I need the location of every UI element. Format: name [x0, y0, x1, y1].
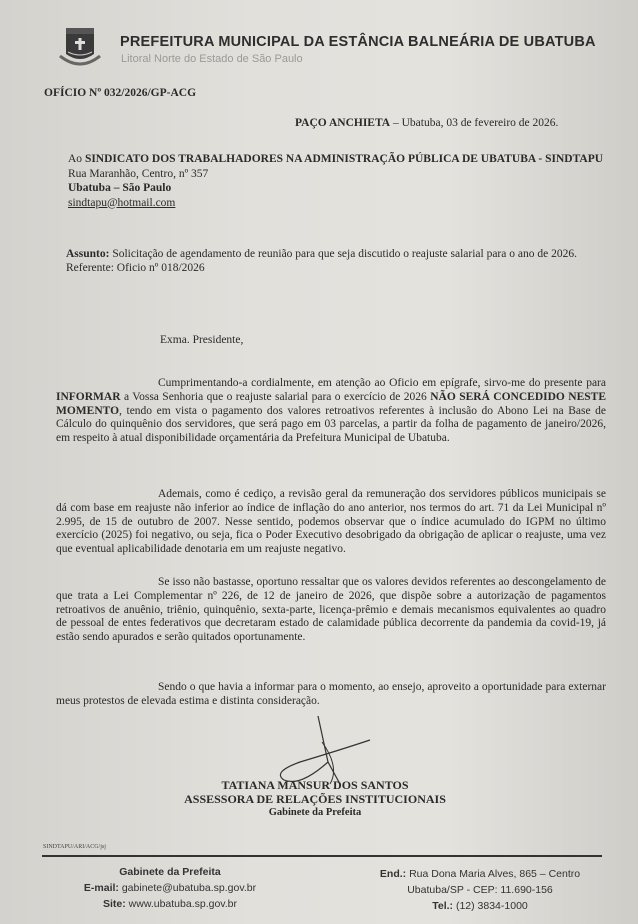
municipal-crest-icon: [56, 26, 104, 70]
footer-email-label: E-mail:: [83, 882, 119, 894]
signer-role: ASSESSORA DE RELAÇÕES INSTITUCIONAIS: [184, 792, 446, 806]
recipient-city: Ubatuba – São Paulo: [68, 182, 172, 194]
p1-text-a: Cumprimentando-a cordialmente, em atenção ao Oficio em epígrafe, sirvo-me do presente para: [158, 377, 606, 389]
p1-text-e: , tendo em vista o pagamento dos valores retroativos referentes à inclusão do Abono Lei na Base de Cálculo do quinquênio dos servidores, que será pago em 03 parcelas, a partir da folha de pagamento de janeiro/2026, em respeito à atual disponibilidade orçamentária da Prefeitura Municipal de Ubatuba.: [56, 404, 606, 445]
p1-bold-informar: INFORMAR: [56, 390, 121, 403]
footer-city: Ubatuba/SP - CEP: 11.690-156: [407, 884, 553, 896]
footer-tel: (12) 3834-1000: [453, 900, 528, 912]
footer-email[interactable]: gabinete@ubatuba.sp.gov.br: [118, 882, 257, 894]
header-title: PREFEITURA MUNICIPAL DA ESTÂNCIA BALNEÁRIA DE UBATUBA: [120, 34, 596, 50]
paragraph-4: [56, 681, 606, 709]
oficio-number: OFÍCIO Nº 032/2026/GP-ACG: [44, 87, 197, 99]
footer-email-line: [80, 880, 260, 896]
date-place: PAÇO ANCHIETA: [295, 117, 391, 129]
subject-line: [66, 248, 606, 262]
footer-address-line: [370, 866, 590, 882]
handwritten-signature: [270, 712, 380, 787]
p4-text: Sendo o que havia a informar para o momento, ao ensejo, aproveito a oportunidade para externar meus protestos de elevada estima e distinta consideração.: [56, 681, 606, 707]
subject-reference: Referente: Oficio nº 018/2026: [66, 261, 205, 274]
date-line: [295, 117, 558, 129]
recipient-name: SINDICATO DOS TRABALHADORES NA ADMINISTRAÇÃO PÚBLICA DE UBATUBA - SINDTAPU: [84, 153, 604, 165]
signer-name: TATIANA MANSUR DOS SANTOS: [221, 778, 409, 792]
footer-dept: Gabinete da Prefeita: [119, 866, 221, 878]
footer-address: Rua Dona Maria Alves, 865 – Centro: [406, 868, 581, 880]
paragraph-3: [56, 576, 606, 645]
subject-label: Assunto:: [66, 248, 110, 260]
footer-site[interactable]: www.ubatuba.sp.gov.br: [125, 898, 238, 910]
footer-address-label: End.:: [379, 868, 407, 880]
recipient-prefix: Ao: [68, 153, 85, 165]
reference-code: SINDTAPU/ARI/ACG/jsj: [43, 844, 106, 850]
footer-left: [80, 864, 260, 912]
subject-block: [66, 248, 606, 275]
subject-text: Solicitação de agendamento de reunião para que seja discutido o reajuste salarial para o ano de 2026.: [109, 248, 577, 260]
recipient-street: Rua Maranhão, Centro, nº 357: [68, 167, 209, 180]
p1-bold-decision: NÃO SERÁ CONCEDIDO NESTE MOMENTO: [56, 390, 606, 417]
footer-site-line: [80, 896, 260, 912]
p3-text: Se isso não bastasse, oportuno ressaltar que os valores devidos referentes ao descongelamento de que trata a Lei Complementar nº 226, de 12 de janeiro de 2026, que dispõe sobre a autorização de pagamentos retroativos de anuênio, triênio, quinquênio, sexta-parte, licença-prêmio e demais mecanismos equivalentes ao quadro de pessoal de entes federativos que decretaram estado de calamidade pública decorrente da pandemia da covid-19, já estão sendo apurados e serão quitados oportunamente.: [56, 576, 606, 644]
recipient-block: [68, 152, 628, 210]
recipient-email-link[interactable]: sindtapu@hotmail.com: [68, 196, 176, 209]
recipient-name-line: [68, 152, 628, 167]
footer-site-label: Site:: [102, 898, 126, 910]
footer-tel-label: Tel.:: [432, 900, 454, 912]
footer-divider: [42, 855, 602, 857]
paragraph-2: [56, 488, 606, 557]
signer-block: [160, 778, 470, 820]
paragraph-1: [56, 377, 606, 446]
footer-tel-line: [370, 898, 590, 914]
p1-text-c: a Vossa Senhoria que o reajuste salarial para o exercício de 2026: [120, 390, 431, 403]
signer-dept: Gabinete da Prefeita: [268, 807, 362, 818]
footer-right: [370, 866, 590, 914]
date-text: – Ubatuba, 03 de fevereiro de 2026.: [390, 117, 559, 129]
header-subtitle: Litoral Norte do Estado de São Paulo: [121, 53, 303, 65]
p2-text: Ademais, como é cediço, a revisão geral da remuneração dos servidores públicos municipais se dá com base em reajuste não inferior ao índice de inflação do ano anterior, nos termos do art. 71 da Lei Municipal nº 2.995, de 15 de outubro de 2007. Nesse sentido, podemos observar que o índice acumulado do IGPM no último exercício (2025) foi negativo, ou seja, fica o Poder Executivo desobrigado da obrigação de aplicar o reajuste, uma vez que eventual aplicabilidade denotaria em um reajuste negativo.: [56, 488, 606, 556]
salutation: Exma. Presidente,: [160, 334, 244, 346]
